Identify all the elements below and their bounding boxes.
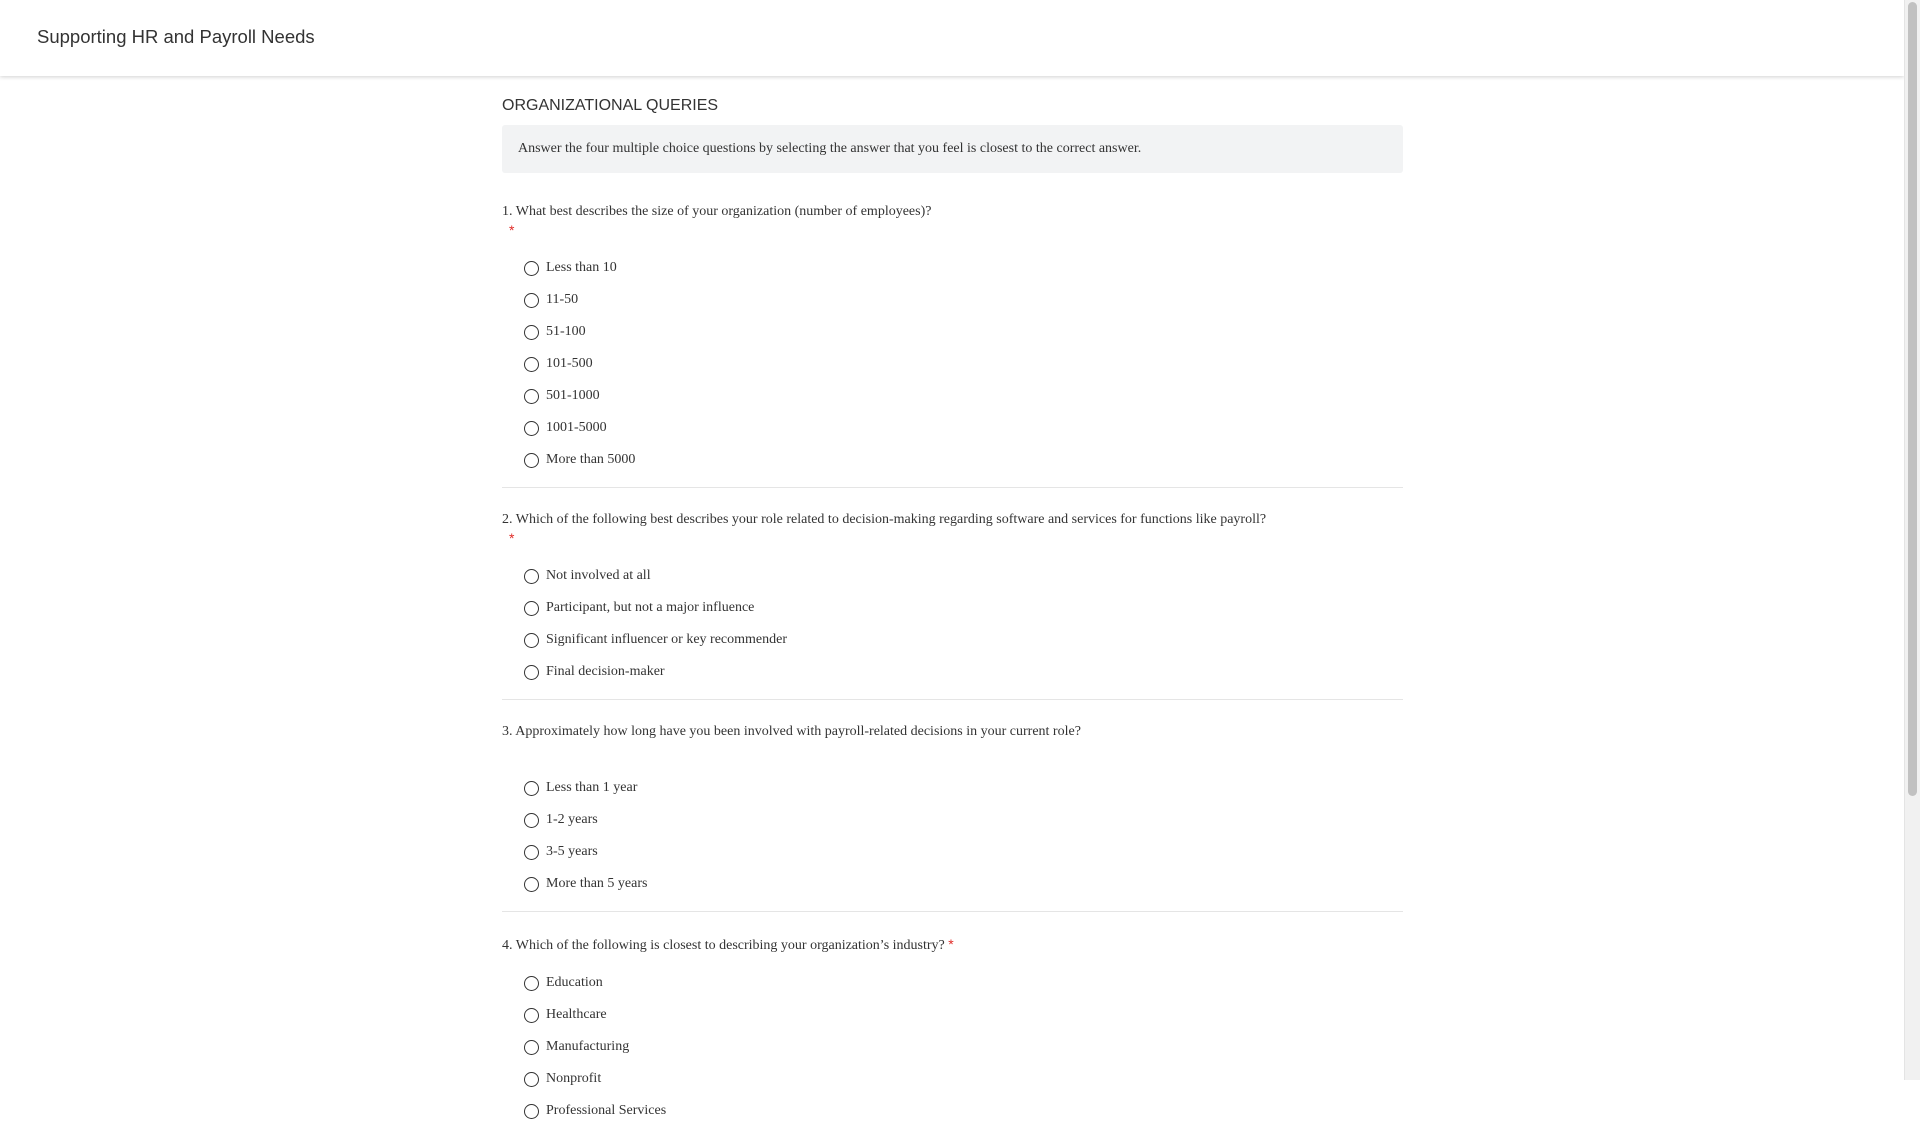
option-label: More than 5000: [546, 452, 636, 467]
option-nonprofit[interactable]: [502, 1063, 1403, 1095]
radio-button[interactable]: [524, 1104, 539, 1119]
scrollbar-thumb[interactable]: [1908, 2, 1917, 796]
option-101-500[interactable]: [502, 348, 1403, 380]
radio-button[interactable]: [524, 633, 539, 648]
question-text: [502, 935, 1403, 955]
radio-button[interactable]: [524, 325, 539, 340]
option-label: Participant, but not a major influence: [546, 600, 755, 615]
option-1-2-years[interactable]: [502, 804, 1403, 836]
option-healthcare[interactable]: [502, 999, 1403, 1031]
radio-button[interactable]: [524, 1008, 539, 1023]
option-11-50[interactable]: [502, 284, 1403, 316]
question-text: 1. What best describes the size of your organization (number of employees)?: [502, 204, 932, 219]
option-less-than-1-year[interactable]: [502, 772, 1403, 804]
option-professional-services[interactable]: [502, 1095, 1403, 1127]
radio-button[interactable]: [524, 976, 539, 991]
option-manufacturing[interactable]: [502, 1031, 1403, 1063]
instructions-box: Answer the four multiple choice questions by selecting the answer that you feel is closest to the correct answer.: [502, 125, 1403, 173]
radio-button[interactable]: [524, 453, 539, 468]
option-label: Significant influencer or key recommender: [546, 632, 788, 647]
option-less-than-10[interactable]: [502, 252, 1403, 284]
option-participant[interactable]: [502, 592, 1403, 624]
radio-button[interactable]: [524, 845, 539, 860]
radio-button[interactable]: [524, 665, 539, 680]
app-title: Supporting HR and Payroll Needs: [37, 26, 315, 47]
radio-button[interactable]: [524, 781, 539, 796]
radio-button[interactable]: [524, 1040, 539, 1055]
option-label: 1-2 years: [546, 812, 598, 827]
required-asterisk: *: [948, 936, 954, 952]
option-label: 501-1000: [546, 388, 600, 403]
question-text: 3. Approximately how long have you been involved with payroll-related decisions in your current role?: [502, 724, 1081, 739]
radio-button[interactable]: [524, 813, 539, 828]
question-text-content: 4. Which of the following is closest to describing your organization’s industry?: [502, 938, 945, 953]
option-label: More than 5 years: [546, 876, 648, 891]
option-label: Education: [546, 975, 603, 990]
option-label: Healthcare: [546, 1007, 607, 1022]
option-significant-influencer[interactable]: [502, 624, 1403, 656]
option-label: Manufacturing: [546, 1039, 630, 1054]
option-label: 51-100: [546, 324, 586, 339]
radio-button[interactable]: [524, 601, 539, 616]
option-label: Less than 1 year: [546, 780, 638, 795]
radio-group-size: [502, 252, 1403, 476]
question-3: [502, 723, 1403, 912]
radio-button[interactable]: [524, 421, 539, 436]
option-1001-5000[interactable]: [502, 412, 1403, 444]
option-more-than-5-years[interactable]: [502, 868, 1403, 900]
option-education[interactable]: [502, 967, 1403, 999]
required-asterisk: *: [509, 222, 515, 238]
option-final-decision-maker[interactable]: [502, 656, 1403, 688]
question-text: 2. Which of the following best describes your role related to decision-making regarding software and services for functions like payroll?: [502, 512, 1267, 527]
option-not-involved[interactable]: [502, 560, 1403, 592]
radio-group-industry: [502, 967, 1403, 1127]
vertical-scrollbar[interactable]: [1904, 0, 1920, 1080]
option-501-1000[interactable]: [502, 380, 1403, 412]
app-header: [0, 0, 1904, 76]
option-label: 101-500: [546, 356, 593, 371]
option-label: Less than 10: [546, 260, 617, 275]
radio-button[interactable]: [524, 261, 539, 276]
radio-group-role: [502, 560, 1403, 688]
radio-button[interactable]: [524, 357, 539, 372]
question-4: [502, 935, 1403, 1138]
option-label: Nonprofit: [546, 1071, 602, 1086]
radio-button[interactable]: [524, 389, 539, 404]
option-more-than-5000[interactable]: [502, 444, 1403, 476]
survey-form: [502, 76, 1403, 1138]
option-label: 1001-5000: [546, 420, 607, 435]
section-title: ORGANIZATIONAL QUERIES: [502, 97, 719, 114]
option-label: Final decision-maker: [546, 664, 665, 679]
option-51-100[interactable]: [502, 316, 1403, 348]
radio-group-tenure: [502, 772, 1403, 900]
radio-button[interactable]: [524, 1072, 539, 1087]
option-3-5-years[interactable]: [502, 836, 1403, 868]
radio-button[interactable]: [524, 569, 539, 584]
question-2: [502, 511, 1403, 700]
required-asterisk: *: [509, 530, 515, 546]
option-label: Professional Services: [546, 1103, 667, 1118]
option-label: 3-5 years: [546, 844, 598, 859]
option-label: Not involved at all: [546, 568, 651, 583]
radio-button[interactable]: [524, 877, 539, 892]
radio-button[interactable]: [524, 293, 539, 308]
option-label: 11-50: [546, 292, 579, 307]
question-1: [502, 203, 1403, 488]
